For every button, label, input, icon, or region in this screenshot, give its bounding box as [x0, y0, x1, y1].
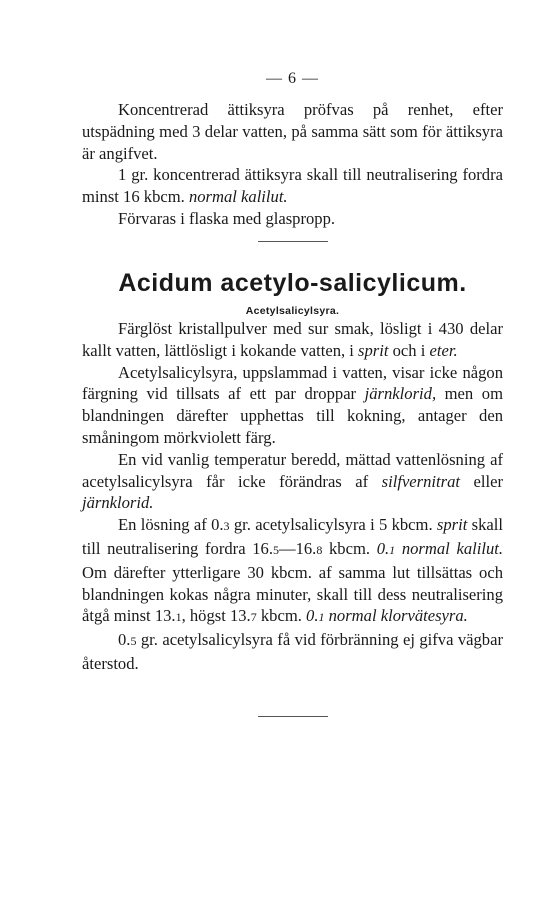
body-p2-text: Acetylsalicylsyra, uppslammad i vatten, visar icke någon färgning vid tillsats af ett par droppar: [82, 362, 503, 404]
body-p4-emphasis-3-digit: 1: [318, 610, 325, 625]
body-paragraph-4: [82, 514, 503, 629]
body-p3-emphasis-2: järnklorid.: [82, 493, 154, 513]
body-p5-a: 0.: [118, 630, 131, 650]
body-p4-emphasis-3b: normal klorvätesyra.: [324, 606, 468, 626]
body-paragraph-3: [82, 449, 503, 514]
body-p4-emphasis-1: sprit: [436, 515, 468, 535]
body-paragraph-1: [82, 318, 503, 362]
body-p4-c-digit-1: 5: [272, 542, 279, 557]
body-p3-mid: eller: [460, 471, 503, 491]
body-p4-f: , högst 13.: [181, 606, 251, 626]
body-p4-g: kbcm.: [256, 606, 307, 626]
body-p4-c: skall till neutralisering fordra 16.: [82, 515, 503, 558]
body-paragraph-2: [82, 362, 503, 449]
body-p3-emphasis-1: silfvernitrat: [381, 471, 461, 491]
intro-paragraph-2: [82, 164, 503, 208]
section-divider: [258, 241, 328, 242]
section-divider-bottom: [258, 716, 328, 717]
body-p4-c2: —16.: [278, 538, 317, 558]
monograph-body: [82, 318, 503, 675]
body-p4-e-digit: 1: [175, 610, 182, 625]
body-p3-text: En vid vanlig temperatur beredd, mättad vattenlösning af acetylsalicylsyra får icke förändras af: [82, 449, 503, 491]
body-p4-e: Om därefter ytterligare 30 kbcm. af samma lut tillsättas och blandningen kokas några minuter, skall till dess neutralisering åtgå minst 13.: [82, 562, 503, 626]
body-p4-emphasis-2: 0.: [376, 538, 390, 558]
page-number: — 6 —: [266, 70, 319, 87]
body-p2-emphasis: järnklorid,: [364, 384, 437, 404]
intro-paragraph-3: Förvaras i flaska med glaspropp.: [118, 208, 336, 228]
body-p5-a-digit: 5: [130, 634, 137, 649]
body-p2-post: men om blandningen därefter upphettas till kokning, antager den småningom mörkviolett färg.: [82, 384, 503, 447]
body-p1-mid: och i: [388, 340, 430, 360]
body-paragraph-5: [82, 629, 503, 675]
body-p1-emphasis-1: sprit: [358, 340, 389, 360]
body-p4-emphasis-2b: normal kalilut.: [395, 538, 503, 558]
intro-section: [82, 99, 503, 230]
body-p4-d: kbcm.: [322, 538, 377, 558]
body-p4-b: gr. acetylsalicylsyra i 5 kbcm.: [229, 515, 437, 535]
body-p4-emphasis-3: 0.: [306, 606, 319, 626]
section-heading: Acidum acetylo-salicylicum.: [118, 269, 467, 297]
body-p1-emphasis-2: eter.: [429, 340, 458, 360]
body-p5-b: gr. acetylsalicylsyra få vid förbränning ej gifva vägbar återstod.: [82, 630, 503, 673]
intro-paragraph-1: Koncentrerad ättiksyra pröfvas på renhet, efter utspädning med 3 delar vatten, på samma sätt som för ättiksyra är angifvet.: [82, 100, 503, 163]
intro-p2-emphasis: normal kalilut.: [188, 187, 288, 207]
body-p4-emphasis-2-digit: 1: [389, 542, 396, 557]
intro-p2-text: 1 gr. koncentrerad ättiksyra skall till neutralisering fordra minst 16 kbcm.: [82, 165, 503, 207]
body-p4-f-digit: 7: [250, 610, 257, 625]
body-p4-c-digit-2: 8: [316, 542, 323, 557]
body-p1-text: Färglöst kristallpulver med sur smak, lösligt i 430 delar kallt vatten, lättlösligt i kokande vatten, i: [82, 319, 503, 360]
body-p4-a-digit: 3: [223, 519, 230, 534]
section-subheading: Acetylsalicylsyra.: [245, 305, 340, 317]
body-p4-a: En lösning af 0.: [118, 515, 224, 535]
